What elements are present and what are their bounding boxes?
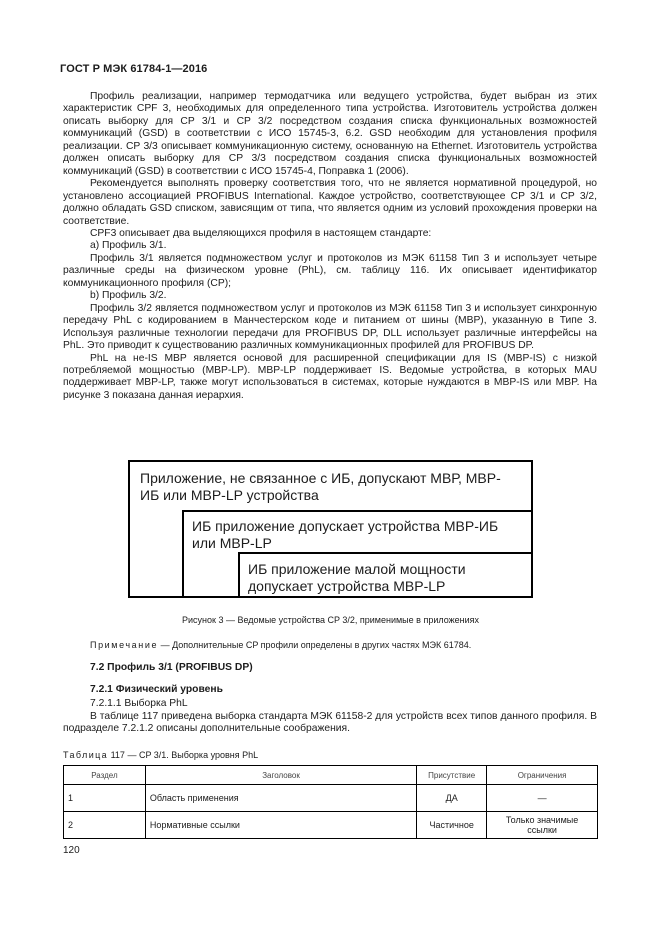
diagram-level-2-box — [182, 510, 533, 598]
table-cell: Только значимые ссылки — [487, 812, 598, 839]
table-label: Таблица — [63, 750, 109, 760]
table-cell: 1 — [64, 785, 146, 812]
page-number: 120 — [63, 845, 80, 856]
paragraph: Рекомендуется выполнять проверку соответствия того, что не является нормативной процедурой, но установлено ассоциацией PROFIBUS International. Каждое устройство, соответствующее CP 3/1 и CP 3/2, должно обладать GSD списком, зависящим от типа, что является одним из условий прохождения проверки на соответствие. — [63, 178, 597, 227]
hierarchy-diagram — [128, 460, 533, 598]
document-header: ГОСТ Р МЭК 61784-1—2016 — [60, 63, 208, 75]
column-header: Заголовок — [145, 766, 416, 785]
diagram-level-3-box — [238, 552, 533, 598]
table-cell: Область применения — [145, 785, 416, 812]
diagram-level-3-text: ИБ приложение малой мощности допускает устройства МВР-LP — [248, 561, 466, 594]
diagram-level-2-text: ИБ приложение допускает устройства МВР-ИБ или МВР-LP — [192, 518, 499, 551]
paragraph: Профиль 3/1 является подмножеством услуг и протоколов из МЭК 61158 Тип 3 и использует четыре различные среды на физическом уровне (PhL), см. таблицу 116. Их описывает идентификатор коммуникационного профиля (CP); — [63, 252, 597, 289]
note-label: Примечание — [90, 640, 159, 650]
figure-caption: Рисунок 3 — Ведомые устройства CP 3/2, применимые в приложениях — [182, 615, 479, 625]
diagram-level-1-text: Приложение, не связанное с ИБ, допускают МВР, МВР-ИБ или МВР-LP устройства — [140, 470, 501, 503]
section-paragraph — [63, 711, 597, 736]
table-cell: Частичное — [417, 812, 487, 839]
table-row — [64, 812, 598, 839]
subsection-heading: 7.2.1 Физический уровень — [90, 684, 223, 695]
paragraph: Профиль реализации, например термодатчика или ведущего устройства, будет выбран из этих характеристик CPF 3, необходимых для определенного типа устройства. Изготовитель устройства должен описать выборку для CP 3/1 и CP 3/2 посредством создания списка функциональных возможностей коммуникаций (GSD) в соответствии с ИСО 15745-3, 6.2. GSD необходим для установления профиля реализации. CP 3/3 описывает коммуникационную систему, основанную на Ethernet. Изготовитель устройства должен описать выборку для CP 3/3 посредством создания списка функциональных возможностей коммуникаций (GSD) в соответствии с ИСО 15745-4, Поправка 1 (2006). — [63, 91, 597, 177]
table-117 — [63, 765, 598, 839]
paragraph: CPF3 описывает два выделяющихся профиля в настоящем стандарте: — [90, 227, 432, 239]
table-row — [64, 785, 598, 812]
paragraph: Профиль 3/2 является подмножеством услуг и протоколов из МЭК 61158 Тип 3 и использует синхронную передачу PhL с кодированием в Манчестерском коде и питанием от шины (MBP), указанную в Типе 3. Используя различные технологии передачи для PROFIBUS DP, DLL использует различные интерфейсы на PhL. Это приводит к существованию различных коммуникационных профилей для PROFIBUS DP. — [63, 302, 597, 352]
subsubsection-heading: 7.2.1.1 Выборка PhL — [90, 698, 188, 709]
column-header: Ограничения — [487, 766, 598, 785]
table-title-text: 117 — CP 3/1. Выборка уровня PhL — [108, 750, 259, 760]
table-header-row — [64, 766, 598, 785]
table-title — [63, 750, 258, 760]
column-header: Присутствие — [417, 766, 487, 785]
section-heading: 7.2 Профиль 3/1 (PROFIBUS DP) — [90, 662, 253, 673]
note — [90, 640, 471, 650]
list-item: a) Профиль 3/1. — [90, 240, 167, 252]
column-header: Раздел — [64, 766, 146, 785]
note-text: — Дополнительные CP профили определены в других частях МЭК 61784. — [158, 640, 472, 650]
table-cell: — — [487, 785, 598, 812]
paragraph: В таблице 117 приведена выборка стандарта МЭК 61158-2 для устройств всех типов данного профиля. В подразделе 7.2.1.2 описаны дополнительные соображения. — [63, 711, 597, 735]
table-cell: 2 — [64, 812, 146, 839]
table-cell: Нормативные ссылки — [145, 812, 416, 839]
paragraph: PhL на не-IS MBP является основой для расширенной спецификации для IS (MBP-IS) с низкой потребляемой мощностью (MBP-LP). MBP-LP поддерживает IS. Ведомые устройства, в которых MAU поддерживает MBP-LP, также могут использоваться в системах, которые нуждаются в MBP-IS или MBP. На рисунке 3 показана данная иерархия. — [63, 352, 597, 401]
body-text — [63, 91, 597, 402]
table-cell: ДА — [417, 785, 487, 812]
list-item: b) Профиль 3/2. — [90, 290, 167, 302]
